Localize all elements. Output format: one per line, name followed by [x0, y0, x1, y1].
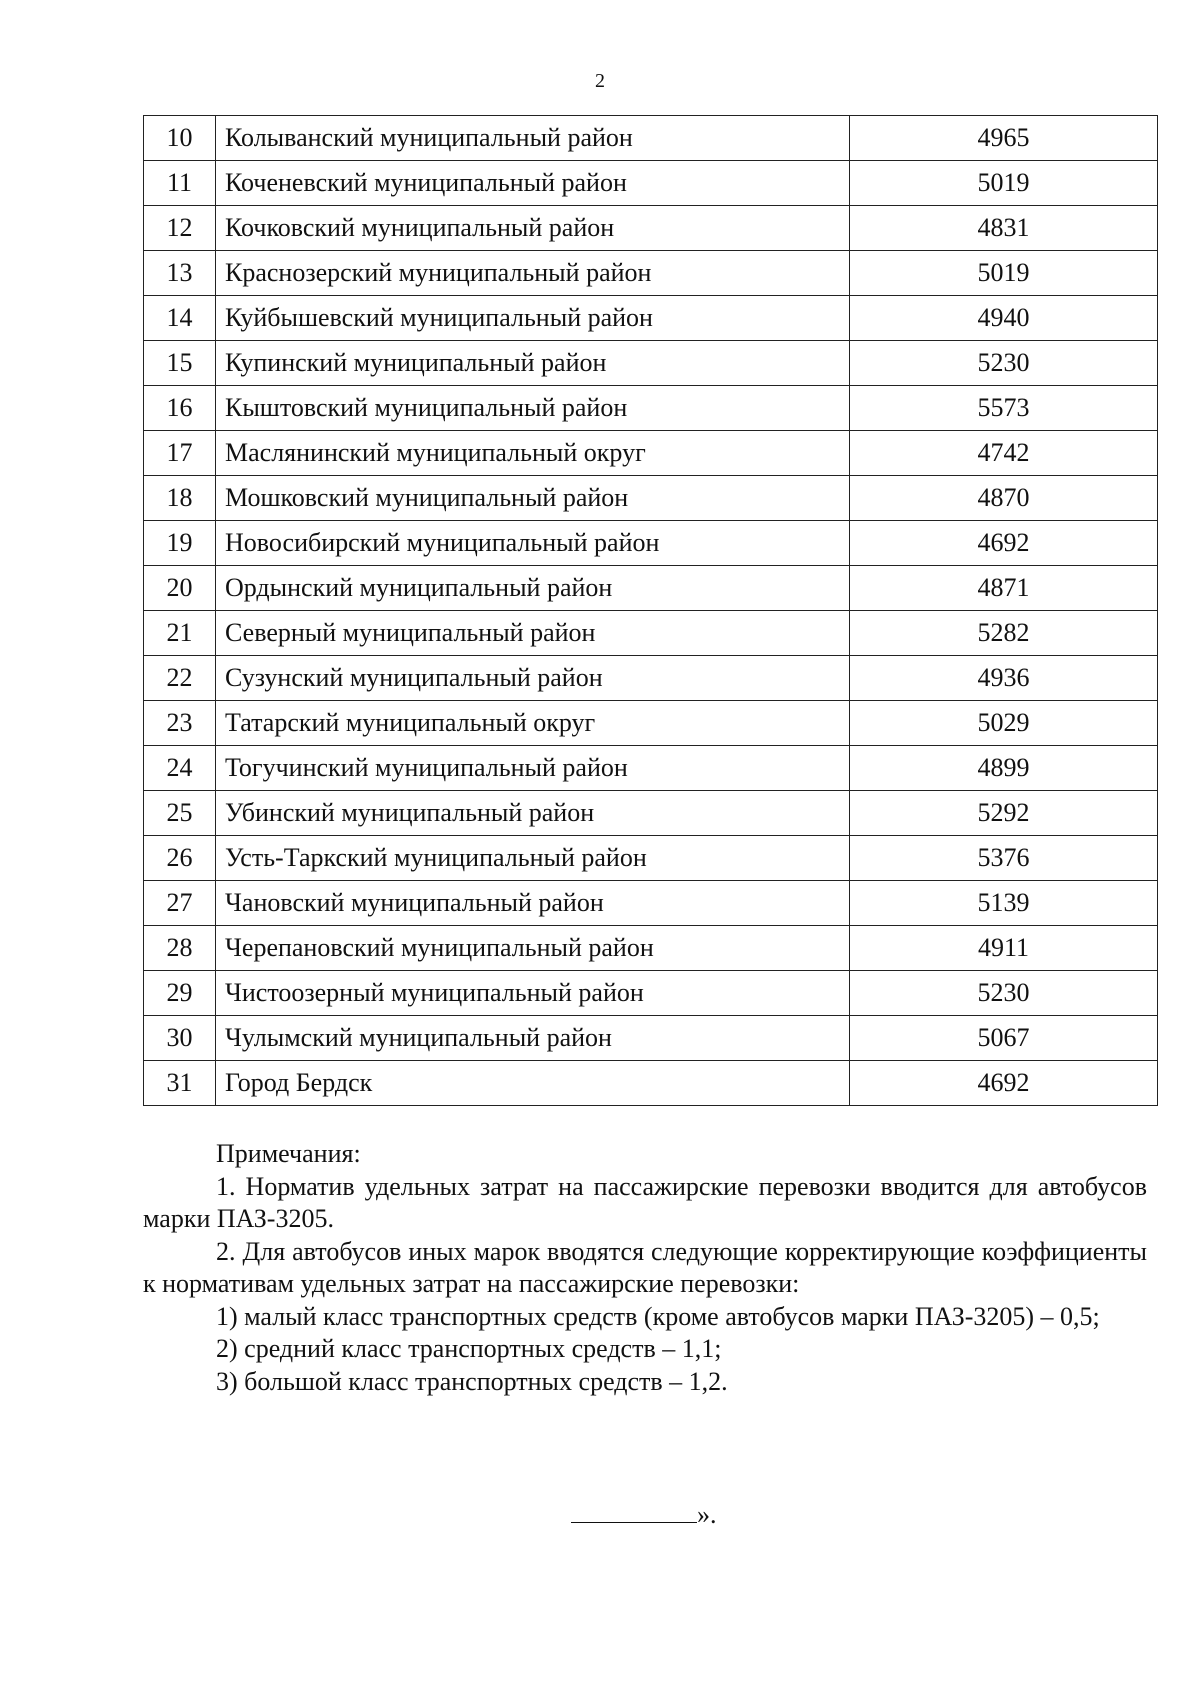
- closing-mark: [571, 1498, 717, 1531]
- table-row: [144, 476, 1158, 521]
- norm-value-cell: 4871: [850, 566, 1158, 611]
- table-row: [144, 746, 1158, 791]
- district-name-cell: Чановский муниципальный район: [216, 881, 850, 926]
- district-name-cell: Усть-Таркский муниципальный район: [216, 836, 850, 881]
- row-number-cell: 13: [144, 251, 216, 296]
- note-2: 2. Для автобусов иных марок вводятся следующие корректирующие коэффициенты к нормативам удельных затрат на пассажирские перевозки:: [143, 1236, 1147, 1298]
- district-name-cell: Сузунский муниципальный район: [216, 656, 850, 701]
- table-row: [144, 881, 1158, 926]
- table-row: [144, 341, 1158, 386]
- norm-value-cell: 4870: [850, 476, 1158, 521]
- table-row: [144, 161, 1158, 206]
- district-name-cell: Чулымский муниципальный район: [216, 1016, 850, 1061]
- row-number-cell: 30: [144, 1016, 216, 1061]
- district-name-cell: Маслянинский муниципальный округ: [216, 431, 850, 476]
- row-number-cell: 29: [144, 971, 216, 1016]
- table-row: [144, 116, 1158, 161]
- districts-table: [143, 115, 1158, 1106]
- row-number-cell: 18: [144, 476, 216, 521]
- notes-section: [143, 1138, 1147, 1398]
- row-number-cell: 28: [144, 926, 216, 971]
- row-number-cell: 20: [144, 566, 216, 611]
- note-1: 1. Норматив удельных затрат на пассажирские перевозки вводится для автобусов марки ПАЗ-3205.: [143, 1171, 1147, 1233]
- norm-value-cell: 5067: [850, 1016, 1158, 1061]
- row-number-cell: 25: [144, 791, 216, 836]
- norm-value-cell: 5573: [850, 386, 1158, 431]
- norm-value-cell: 4936: [850, 656, 1158, 701]
- table-row: [144, 521, 1158, 566]
- closing-quote: ».: [697, 1500, 717, 1529]
- row-number-cell: 10: [144, 116, 216, 161]
- table-row: [144, 251, 1158, 296]
- row-number-cell: 16: [144, 386, 216, 431]
- district-name-cell: Коченевский муниципальный район: [216, 161, 850, 206]
- district-name-cell: Куйбышевский муниципальный район: [216, 296, 850, 341]
- row-number-cell: 24: [144, 746, 216, 791]
- row-number-cell: 14: [144, 296, 216, 341]
- district-name-cell: Город Бердск: [216, 1061, 850, 1106]
- page-number: 2: [595, 70, 605, 92]
- norm-value-cell: 4911: [850, 926, 1158, 971]
- norm-value-cell: 4831: [850, 206, 1158, 251]
- table-row: [144, 836, 1158, 881]
- district-name-cell: Мошковский муниципальный район: [216, 476, 850, 521]
- norm-value-cell: 5292: [850, 791, 1158, 836]
- row-number-cell: 15: [144, 341, 216, 386]
- row-number-cell: 22: [144, 656, 216, 701]
- district-name-cell: Тогучинский муниципальный район: [216, 746, 850, 791]
- note-2-item-1: 1) малый класс транспортных средств (кроме автобусов марки ПАЗ-3205) – 0,5;: [216, 1301, 1100, 1331]
- row-number-cell: 26: [144, 836, 216, 881]
- note-2-item-3: 3) большой класс транспортных средств – 1,2.: [216, 1366, 728, 1396]
- row-number-cell: 31: [144, 1061, 216, 1106]
- table-row: [144, 1061, 1158, 1106]
- norm-value-cell: 4692: [850, 521, 1158, 566]
- notes-heading: Примечания:: [216, 1139, 361, 1168]
- norm-value-cell: 4899: [850, 746, 1158, 791]
- norm-value-cell: 5230: [850, 341, 1158, 386]
- norm-value-cell: 5019: [850, 251, 1158, 296]
- district-name-cell: Новосибирский муниципальный район: [216, 521, 850, 566]
- table-row: [144, 206, 1158, 251]
- norm-value-cell: 4692: [850, 1061, 1158, 1106]
- district-name-cell: Ордынский муниципальный район: [216, 566, 850, 611]
- norm-value-cell: 5029: [850, 701, 1158, 746]
- norm-value-cell: 4940: [850, 296, 1158, 341]
- row-number-cell: 23: [144, 701, 216, 746]
- norm-value-cell: 4965: [850, 116, 1158, 161]
- row-number-cell: 12: [144, 206, 216, 251]
- table-row: [144, 656, 1158, 701]
- table-row: [144, 431, 1158, 476]
- districts-table-body: [144, 116, 1158, 1106]
- row-number-cell: 17: [144, 431, 216, 476]
- table-row: [144, 1016, 1158, 1061]
- norm-value-cell: 5139: [850, 881, 1158, 926]
- norm-value-cell: 4742: [850, 431, 1158, 476]
- district-name-cell: Кыштовский муниципальный район: [216, 386, 850, 431]
- row-number-cell: 27: [144, 881, 216, 926]
- table-row: [144, 566, 1158, 611]
- table-row: [144, 926, 1158, 971]
- norm-value-cell: 5282: [850, 611, 1158, 656]
- row-number-cell: 19: [144, 521, 216, 566]
- table-row: [144, 791, 1158, 836]
- row-number-cell: 11: [144, 161, 216, 206]
- table-row: [144, 611, 1158, 656]
- table-row: [144, 296, 1158, 341]
- row-number-cell: 21: [144, 611, 216, 656]
- district-name-cell: Татарский муниципальный округ: [216, 701, 850, 746]
- norm-value-cell: 5019: [850, 161, 1158, 206]
- district-name-cell: Черепановский муниципальный район: [216, 926, 850, 971]
- table-row: [144, 971, 1158, 1016]
- table-row: [144, 386, 1158, 431]
- note-2-item-2: 2) средний класс транспортных средств – 1,1;: [216, 1334, 722, 1363]
- table-row: [144, 701, 1158, 746]
- norm-value-cell: 5376: [850, 836, 1158, 881]
- signature-blank-line: [571, 1498, 697, 1523]
- district-name-cell: Купинский муниципальный район: [216, 341, 850, 386]
- district-name-cell: Кочковский муниципальный район: [216, 206, 850, 251]
- district-name-cell: Убинский муниципальный район: [216, 791, 850, 836]
- norm-value-cell: 5230: [850, 971, 1158, 1016]
- district-name-cell: Северный муниципальный район: [216, 611, 850, 656]
- district-name-cell: Краснозерский муниципальный район: [216, 251, 850, 296]
- district-name-cell: Чистоозерный муниципальный район: [216, 971, 850, 1016]
- district-name-cell: Колыванский муниципальный район: [216, 116, 850, 161]
